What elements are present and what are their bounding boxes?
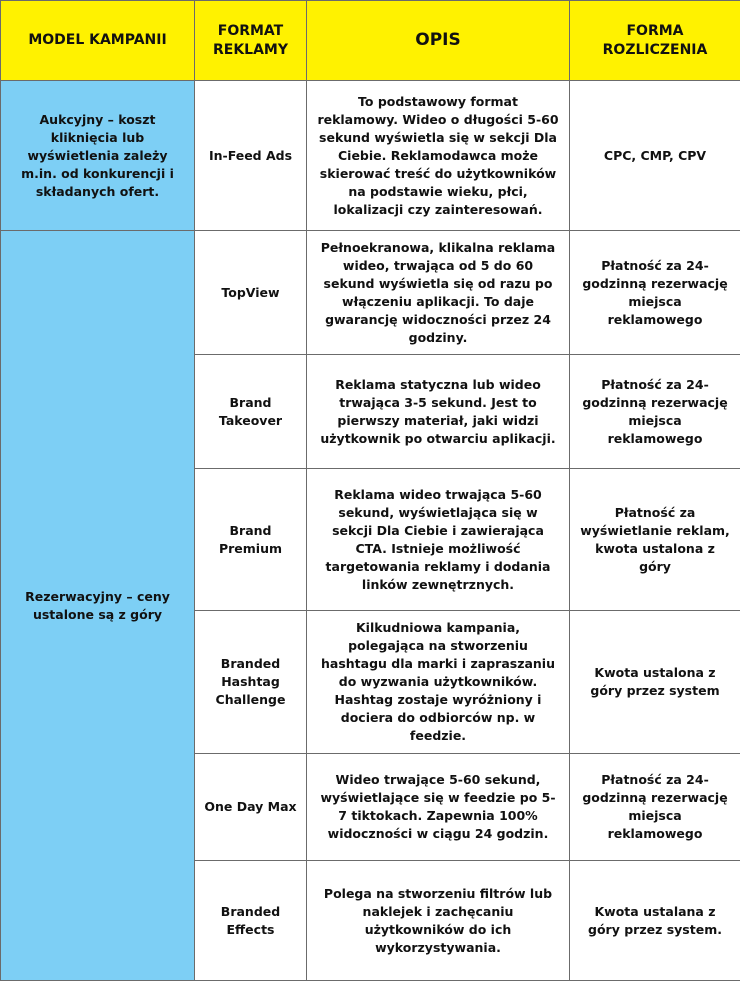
model-reservation: Rezerwacyjny – ceny ustalone są z góry (1, 231, 195, 981)
description-cell: Wideo trwające 5-60 sekund, wyświetlające się w feedzie po 5-7 tiktokach. Zapewnia 100% widoczności w ciągu 24 godzin. (307, 754, 570, 861)
billing-cell: Płatność za 24-godzinną rezerwację miejsca reklamowego (570, 355, 740, 469)
billing-cell: Kwota ustalana z góry przez system. (570, 861, 740, 981)
table-row (1, 81, 740, 231)
billing-cell: Płatność za 24-godzinną rezerwację miejsca reklamowego (570, 231, 740, 355)
header-billing: FORMA ROZLICZENIA (570, 1, 740, 81)
header-model: MODEL KAMPANII (1, 1, 195, 81)
format-cell: Branded Hashtag Challenge (195, 611, 307, 754)
header-format: FORMAT REKLAMY (195, 1, 307, 81)
format-cell: TopView (195, 231, 307, 355)
description-cell: Pełnoekranowa, klikalna reklama wideo, trwająca od 5 do 60 sekund wyświetla się od razu po włączeniu aplikacji. To daje gwarancję widoczności przez 24 godziny. (307, 231, 570, 355)
description-cell: Kilkudniowa kampania, polegająca na stworzeniu hashtagu dla marki i zapraszaniu do wyzwania użytkowników. Hashtag zostaje wyróżniony i dociera do odbiorców np. w feedzie. (307, 611, 570, 754)
billing-cell: Kwota ustalona z góry przez system (570, 611, 740, 754)
format-cell: Brand Takeover (195, 355, 307, 469)
description-cell: Reklama statyczna lub wideo trwająca 3-5 sekund. Jest to pierwszy materiał, jaki widzi użytkownik po otwarciu aplikacji. (307, 355, 570, 469)
model-auction: Aukcyjny – koszt kliknięcia lub wyświetlenia zależy m.in. od konkurencji i składanych ofert. (1, 81, 195, 231)
description-cell: Polega na stworzeniu filtrów lub naklejek i zachęcaniu użytkowników do ich wykorzystywania. (307, 861, 570, 981)
format-cell: Brand Premium (195, 469, 307, 611)
header-description: OPIS (307, 1, 570, 81)
description-cell: Reklama wideo trwająca 5-60 sekund, wyświetlająca się w sekcji Dla Ciebie i zawierająca CTA. Istnieje możliwość targetowania reklamy i dodania linków zewnętrznych. (307, 469, 570, 611)
header-row (1, 1, 740, 81)
billing-cell: Płatność za 24-godzinną rezerwację miejsca reklamowego (570, 754, 740, 861)
billing-cell: CPC, CMP, CPV (570, 81, 740, 231)
table-row (1, 231, 740, 355)
format-cell: One Day Max (195, 754, 307, 861)
format-cell: In-Feed Ads (195, 81, 307, 231)
description-cell: To podstawowy format reklamowy. Wideo o długości 5-60 sekund wyświetla się w sekcji Dla Ciebie. Reklamodawca może skierować treść do użytkowników na podstawie wieku, płci, lokalizacji czy zainteresowań. (307, 81, 570, 231)
format-cell: Branded Effects (195, 861, 307, 981)
billing-cell: Płatność za wyświetlanie reklam, kwota ustalona z góry (570, 469, 740, 611)
